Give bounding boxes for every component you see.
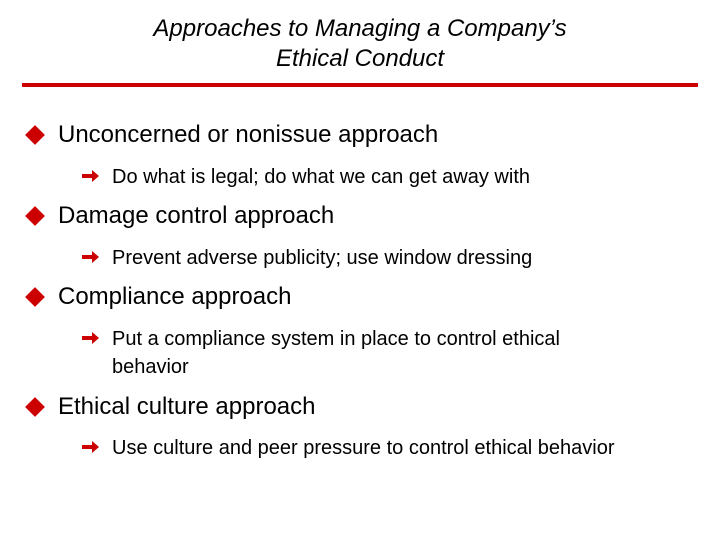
bullet-item xyxy=(26,283,291,311)
diamond-bullet-icon xyxy=(25,206,45,226)
title-underline xyxy=(22,83,698,87)
title-line-1: Approaches to Managing a Company’s xyxy=(153,15,567,42)
sub-bullet-text: Use culture and peer pressure to control ethical behavior xyxy=(112,437,615,459)
arrow-right-icon xyxy=(82,434,112,454)
sub-bullet-text: Put a compliance system in place to control ethical behavior xyxy=(112,328,560,378)
bullet-text: Unconcerned or nonissue approach xyxy=(58,121,439,148)
diamond-bullet-icon xyxy=(25,125,45,145)
sub-bullet-text: Prevent adverse publicity; use window dressing xyxy=(112,247,533,269)
arrow-right-icon xyxy=(82,325,112,345)
bullet-text: Ethical culture approach xyxy=(58,393,316,420)
sub-bullet-item xyxy=(82,244,642,272)
diamond-bullet-icon xyxy=(25,287,45,307)
diamond-bullet-icon xyxy=(25,397,45,417)
bullet-item xyxy=(26,121,438,149)
slide-title xyxy=(40,14,680,74)
bullet-item xyxy=(26,393,315,421)
arrow-right-icon xyxy=(82,163,112,183)
arrow-right-icon xyxy=(82,244,112,264)
bullet-item xyxy=(26,202,334,230)
bullet-text: Compliance approach xyxy=(58,283,292,310)
bullet-text: Damage control approach xyxy=(58,202,335,229)
sub-bullet-item xyxy=(82,325,642,381)
title-line-2: Ethical Conduct xyxy=(275,45,445,72)
sub-bullet-text: Do what is legal; do what we can get away with xyxy=(112,166,530,188)
sub-bullet-item xyxy=(82,434,642,462)
sub-bullet-item xyxy=(82,163,642,191)
